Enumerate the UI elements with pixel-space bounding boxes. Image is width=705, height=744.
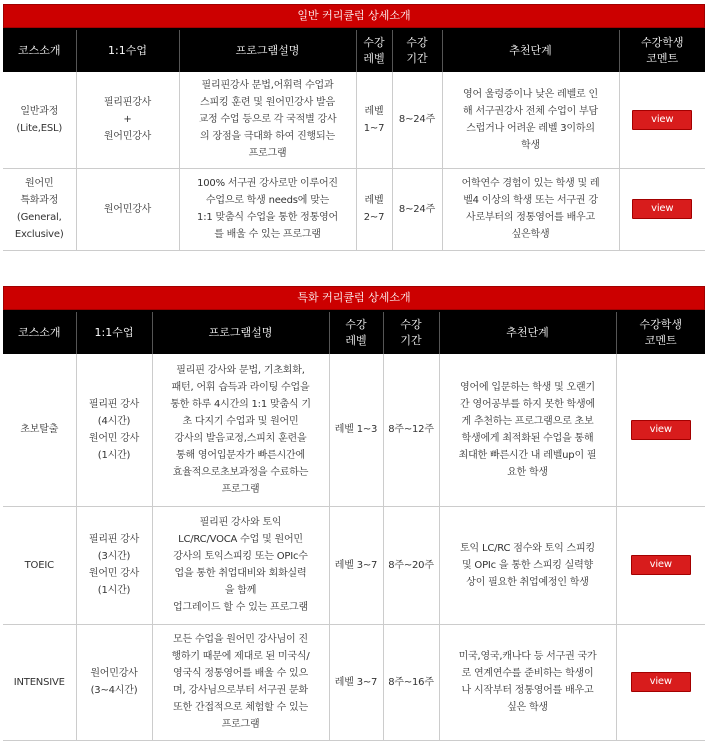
special-curriculum-table xyxy=(3,312,705,741)
description-line: 강사의 토익스피킹 또는 OPIc수 xyxy=(173,551,308,562)
level-cell xyxy=(329,506,383,624)
recommend-line: 최대한 빠른시간 내 레벨up이 필 xyxy=(458,449,597,461)
course-line: Exclusive) xyxy=(14,229,64,240)
header-level: 수강 레벨 xyxy=(356,30,392,72)
period-cell: 8~24주 xyxy=(392,168,442,250)
special-curriculum-section xyxy=(3,286,705,741)
table-row xyxy=(3,72,705,168)
lesson-cell xyxy=(76,624,152,740)
recommend-line: 영어에 입문하는 학생 및 오랜기 xyxy=(460,381,595,393)
level-line: 레벨 1~3 xyxy=(334,424,378,436)
lesson-line: 원어민강사 xyxy=(103,203,152,215)
description-cell xyxy=(152,354,329,506)
table-row xyxy=(3,168,705,250)
lesson-line: 필리핀 강사 xyxy=(88,534,140,545)
description-line: 행하기 때문에 제대로 된 미국식/ xyxy=(171,651,310,662)
level-line: 레벨 3~7 xyxy=(334,559,378,571)
recommend-line: 싶은 학생 xyxy=(507,702,548,713)
description-line: 교정 수업 등으로 각 국적별 강사 xyxy=(198,114,337,126)
description-line: 100% 서구권 강사로만 이루어진 xyxy=(197,178,338,189)
comment-cell xyxy=(619,168,705,250)
header-lesson: 1:1수업 xyxy=(76,312,152,354)
comment-cell xyxy=(616,506,705,624)
special-curriculum-title: 특화 커리큘럼 상세소개 xyxy=(3,286,705,310)
header-course: 코스소개 xyxy=(3,312,76,354)
recommend-line: 어학연수 경험이 있는 학생 및 레 xyxy=(461,178,600,189)
lesson-line: (4시간) xyxy=(97,415,131,427)
recommend-line: 상이 필요한 취업예정인 학생 xyxy=(466,576,589,588)
description-line: 프로그램 xyxy=(248,148,287,160)
header-row xyxy=(3,312,705,354)
level-cell xyxy=(329,354,383,506)
recommend-line: 학생 xyxy=(521,139,540,151)
recommend-line: 및 OPIc 을 통한 스피킹 실력향 xyxy=(461,559,594,571)
header-level: 수강 레벨 xyxy=(329,312,383,354)
recommend-line: 토익 LC/RC 점수와 토익 스피킹 xyxy=(460,542,595,554)
level-line: 2~7 xyxy=(363,212,385,223)
description-cell xyxy=(152,624,329,740)
header-description: 프로그램설명 xyxy=(179,30,356,72)
description-line: 필리핀 강사와 토익 xyxy=(199,517,282,528)
level-line: 레벨 3~7 xyxy=(334,676,378,688)
description-line: 를 배울 수 있는 프로그램 xyxy=(214,229,321,240)
recommend-line: 로 연계연수를 준비하는 학생이 xyxy=(461,668,594,679)
description-line: 통한 하루 4시간의 1:1 맞춤식 기 xyxy=(170,398,311,410)
lesson-line: 원어민강사 xyxy=(90,668,138,679)
table-row xyxy=(3,506,705,624)
course-line: 특화과정 xyxy=(20,195,59,206)
recommend-line: 게 추천하는 프로그램으로 초보 xyxy=(461,415,594,427)
recommend-cell xyxy=(442,72,619,168)
header-description: 프로그램설명 xyxy=(152,312,329,354)
course-line: 원어민 xyxy=(25,178,54,189)
course-cell xyxy=(3,506,76,624)
level-cell xyxy=(329,624,383,740)
recommend-line: 해 서구권강사 전체 수업이 부담 xyxy=(463,105,598,117)
description-line: 스피킹 훈련 및 원어민강사 발음 xyxy=(200,97,335,109)
header-lesson: 1:1수업 xyxy=(76,30,179,72)
recommend-line: 사로부터의 정통영어를 배우고 xyxy=(466,212,595,223)
course-line: 일반과정 xyxy=(20,105,59,117)
lesson-line: 원어민 강사 xyxy=(88,568,140,579)
description-cell xyxy=(179,72,356,168)
table-row xyxy=(3,624,705,740)
description-line: 또한 간접적으로 체험할 수 있는 xyxy=(173,702,308,713)
recommend-line: 요한 학생 xyxy=(507,466,548,478)
description-line: 업을 통한 취업대비와 회화실력 xyxy=(174,568,307,579)
description-line: 영국식 정통영어를 배울 수 있으 xyxy=(173,668,308,679)
period-cell: 8주~20주 xyxy=(383,506,439,624)
course-cell xyxy=(3,168,76,250)
lesson-line: (3~4시간) xyxy=(90,685,138,696)
level-line: 레벨 xyxy=(364,195,384,206)
lesson-cell xyxy=(76,506,152,624)
comment-cell xyxy=(616,354,705,506)
recommend-line: 나 시작부터 정통영어를 배우고 xyxy=(461,685,594,696)
description-line: 프로그램 xyxy=(221,483,260,495)
lesson-line: 원어민 강사 xyxy=(88,432,140,444)
comment-cell xyxy=(619,72,705,168)
lesson-line: 필리핀 강사 xyxy=(88,398,140,410)
lesson-line: (1시간) xyxy=(97,449,131,461)
general-curriculum-table xyxy=(3,30,705,251)
view-button[interactable]: view xyxy=(631,672,691,692)
lesson-line: 필리핀강사 xyxy=(103,97,152,109)
level-cell xyxy=(356,72,392,168)
lesson-cell xyxy=(76,168,179,250)
lesson-line: 원어민강사 xyxy=(103,131,152,143)
recommend-line: 간 영어공부를 하지 못한 학생에 xyxy=(460,398,595,410)
recommend-line: 미국,영국,캐나다 등 서구권 국가 xyxy=(458,651,597,662)
header-comment: 수강학생 코멘트 xyxy=(616,312,705,354)
header-row xyxy=(3,30,705,72)
level-line: 1~7 xyxy=(363,122,385,134)
course-cell xyxy=(3,72,76,168)
course-line: TOEIC xyxy=(24,559,54,571)
header-recommend: 추천단계 xyxy=(442,30,619,72)
recommend-cell xyxy=(439,624,616,740)
table-row xyxy=(3,354,705,506)
lesson-cell xyxy=(76,72,179,168)
header-comment: 수강학생 코멘트 xyxy=(619,30,705,72)
view-button[interactable]: view xyxy=(632,199,692,219)
general-curriculum-section xyxy=(3,4,705,251)
description-line: 필리핀 강사와 문법, 기초회화, xyxy=(176,364,305,376)
course-line: INTENSIVE xyxy=(13,676,65,688)
lesson-line: + xyxy=(123,114,132,126)
lesson-line: (3시간) xyxy=(97,551,131,562)
description-line: 효율적으로초보과정을 수료하는 xyxy=(172,466,309,478)
recommend-cell xyxy=(439,354,616,506)
period-cell: 8주~12주 xyxy=(383,354,439,506)
description-line: 모든 수업을 원어민 강사님이 진 xyxy=(173,634,308,645)
view-button[interactable]: view xyxy=(631,555,691,575)
comment-cell xyxy=(616,624,705,740)
recommend-line: 벨4 이상의 학생 또는 서구권 강 xyxy=(463,195,598,206)
description-line: LC/RC/VOCA 수업 및 원어민 xyxy=(178,534,303,545)
description-line: 프로그램 xyxy=(221,719,260,730)
general-curriculum-title: 일반 커리큘럼 상세소개 xyxy=(3,4,705,28)
lesson-line: (1시간) xyxy=(97,585,131,596)
description-line: 통해 영어입문자가 빠른시간에 xyxy=(176,449,305,461)
lesson-cell xyxy=(76,354,152,506)
recommend-line: 학생에게 최적화된 수업을 통해 xyxy=(461,432,594,444)
description-line: 업그레이드 할 수 있는 프로그램 xyxy=(173,602,308,613)
header-course: 코스소개 xyxy=(3,30,76,72)
description-line: 며, 강사님으로부터 서구권 문화 xyxy=(173,685,308,696)
description-line: 의 장점을 극대화 하여 진행되는 xyxy=(200,131,335,143)
period-cell: 8~24주 xyxy=(392,72,442,168)
description-line: 초 다지기 수업과 및 원어민 xyxy=(182,415,299,427)
description-cell xyxy=(179,168,356,250)
recommend-line: 싶은학생 xyxy=(511,229,550,240)
level-line: 레벨 xyxy=(364,105,384,117)
recommend-cell xyxy=(442,168,619,250)
description-line: 필리핀강사 문법,어휘력 수업과 xyxy=(201,80,334,92)
view-button[interactable]: view xyxy=(631,420,691,440)
description-line: 을 함께 xyxy=(224,585,257,596)
course-line: 초보탈출 xyxy=(20,424,59,436)
level-cell xyxy=(356,168,392,250)
recommend-line: 영어 울렁증이나 낮은 레벨로 인 xyxy=(463,88,598,100)
course-cell xyxy=(3,354,76,506)
recommend-cell xyxy=(439,506,616,624)
description-line: 1:1 맞춤식 수업을 통한 정통영어 xyxy=(197,212,338,223)
header-period: 수강 기간 xyxy=(392,30,442,72)
description-line: 수업으로 학생 needs에 맞는 xyxy=(205,195,330,206)
course-line: (General, xyxy=(16,212,62,223)
description-line: 패턴, 어휘 습득과 라이팅 수업을 xyxy=(171,381,310,393)
course-line: (Lite,ESL) xyxy=(16,122,63,134)
recommend-line: 스럽거나 어려운 레벨 3이하의 xyxy=(466,122,595,134)
description-line: 강사의 발음교정,스피치 훈련을 xyxy=(174,432,307,444)
header-period: 수강 기간 xyxy=(383,312,439,354)
header-recommend: 추천단계 xyxy=(439,312,616,354)
description-cell xyxy=(152,506,329,624)
period-cell: 8주~16주 xyxy=(383,624,439,740)
course-cell xyxy=(3,624,76,740)
view-button[interactable]: view xyxy=(632,110,692,130)
